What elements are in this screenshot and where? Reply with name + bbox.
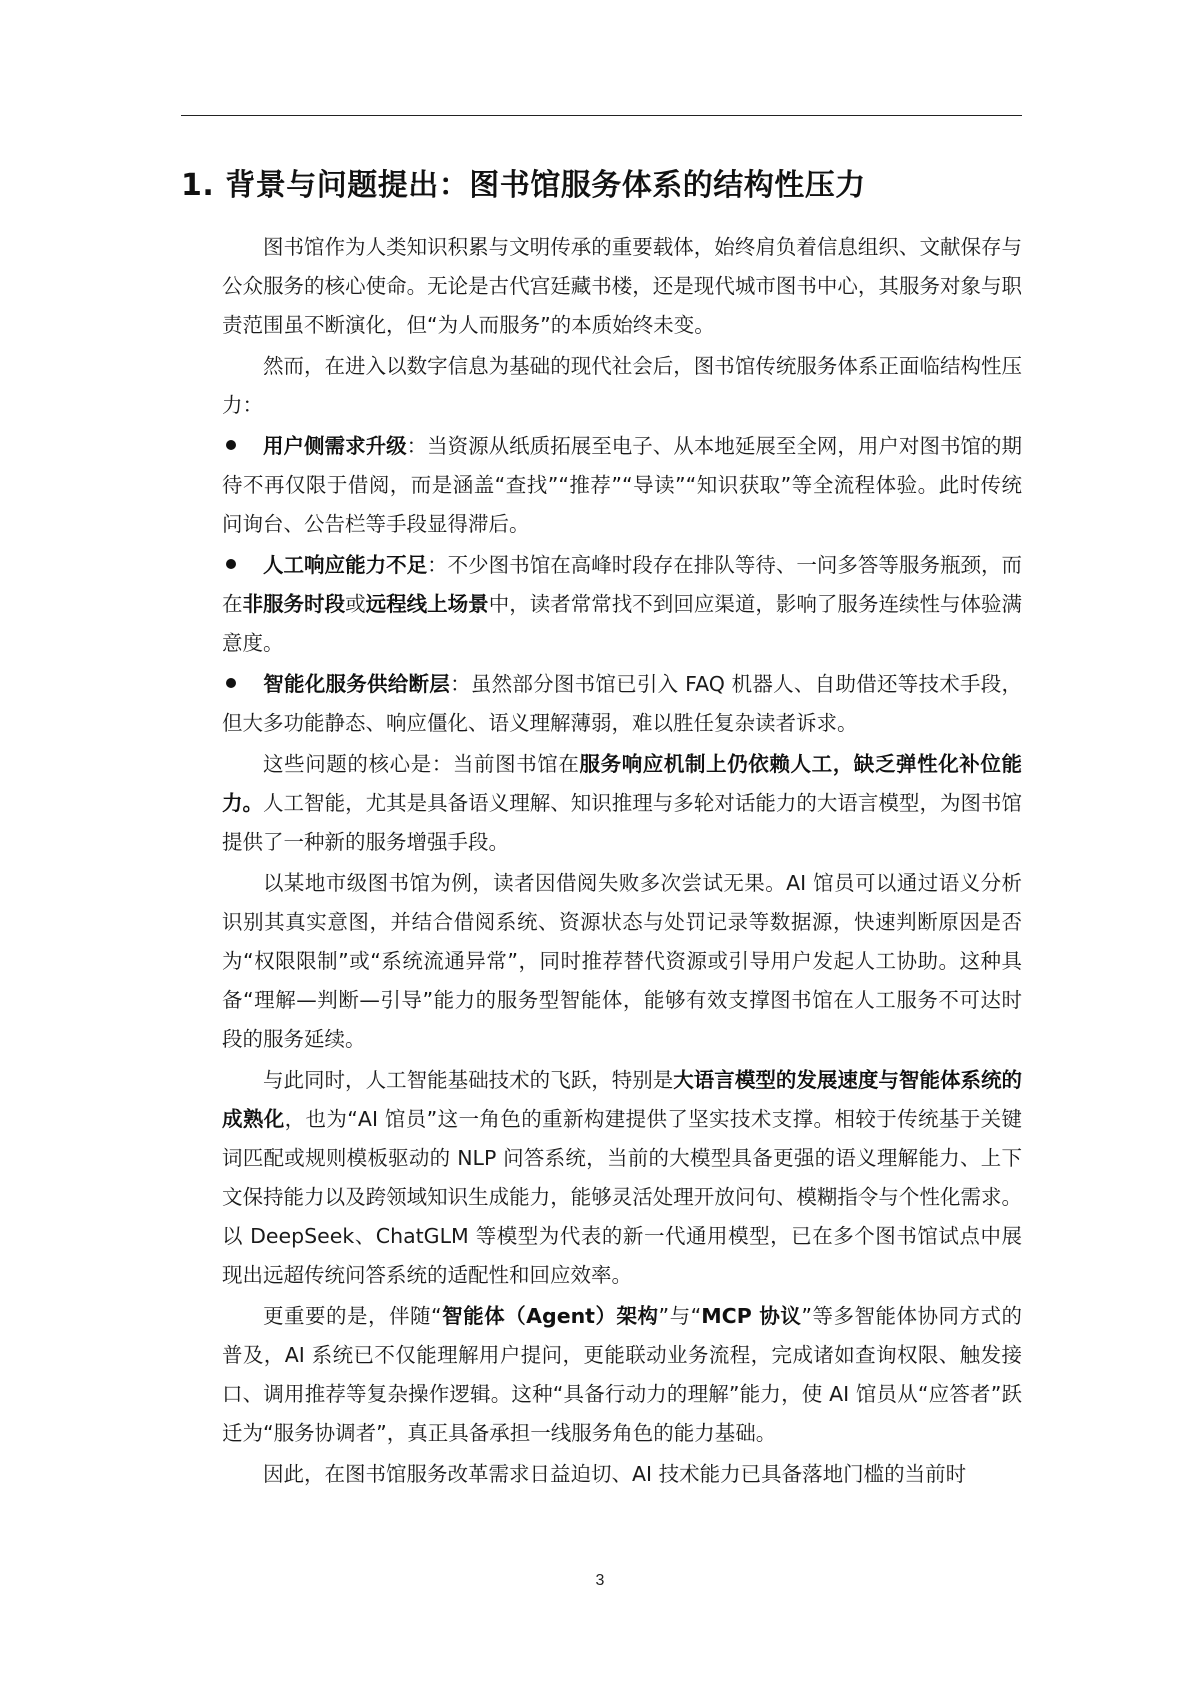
body-text <box>222 228 1022 1496</box>
bold-phrase: 非服务时段 <box>242 592 346 616</box>
bold-phrase: 远程线上场景 <box>365 592 489 616</box>
text-run: ”与“ <box>658 1304 702 1328</box>
text-run: ”等多智能体协同方式的普及，AI 系统已不仅能理解用户提问，更能联动业务流程，完成诸如查询权限、触发接口、调用推荐等复杂操作逻辑。这种“具备行动力的理解”能力，使 AI 馆员从“应答者”跃迁为“服务协调者”，真正具备承担一线服务角色的能力基础。 <box>222 1304 1023 1445</box>
bullet-item-supply <box>222 665 1022 743</box>
bold-phrase: 智能体（Agent）架构 <box>441 1304 659 1328</box>
bold-phrase: MCP 协议 <box>701 1304 802 1328</box>
bullet-term: 人工响应能力不足 <box>263 553 428 577</box>
page-number: 3 <box>595 1572 605 1589</box>
bullet-term: 用户侧需求升级 <box>263 434 407 458</box>
paragraph-7: 因此，在图书馆服务改革需求日益迫切、AI 技术能力已具备落地门槛的当前时 <box>263 1462 967 1486</box>
section-title: 背景与问题提出：图书馆服务体系的结构性压力 <box>225 168 866 203</box>
bullet-text: ：不少图书馆在高峰时段存在排队等待、一问多答等服务瓶颈，而在 <box>222 553 1023 616</box>
bullet-item-capacity <box>222 546 1022 663</box>
section-number: 1. <box>181 168 215 203</box>
bullet-dot-icon <box>226 440 236 450</box>
bullet-text: 或 <box>345 592 366 616</box>
bullet-text: ：虽然部分图书馆已引入 FAQ 机器人、自助借还等技术手段，但大多功能静态、响应僵化、语义理解薄弱，难以胜任复杂读者诉求。 <box>222 672 1022 735</box>
paragraph-3 <box>222 745 1022 862</box>
header-rule <box>181 115 1022 116</box>
bold-phrase: 服务响应机制上仍依赖人工，缺乏弹性化补位能力。 <box>222 752 1022 815</box>
text-run: 更重要的是，伴随“ <box>263 1304 442 1328</box>
paragraph-2: 然而，在进入以数字信息为基础的现代社会后，图书馆传统服务体系正面临结构性压力： <box>222 354 1022 417</box>
bullet-item-demand <box>222 427 1022 544</box>
text-run: 与此同时，人工智能基础技术的飞跃，特别是 <box>263 1068 674 1092</box>
text-run: 人工智能，尤其是具备语义理解、知识推理与多轮对话能力的大语言模型，为图书馆提供了一种新的服务增强手段。 <box>222 791 1023 854</box>
bold-phrase: 大语言模型的发展速度与智能体系统的成熟化 <box>222 1068 1023 1131</box>
bullet-text: ：当资源从纸质拓展至电子、从本地延展至全网，用户对图书馆的期待不再仅限于借阅，而是涵盖“查找”“推荐”“导读”“知识获取”等全流程体验。此时传统问询台、公告栏等手段显得滞后。 <box>222 434 1022 536</box>
bullet-term: 智能化服务供给断层 <box>263 672 451 696</box>
text-run: ，也为“AI 馆员”这一角色的重新构建提供了坚实技术支撑。相较于传统基于关键词匹配或规则模板驱动的 NLP 问答系统，当前的大模型具备更强的语义理解能力、上下文保持能力以及跨领域知识生成能力，能够灵活处理开放问句、模糊指令与个性化需求。以 DeepSeek、ChatGLM 等模型为代表的新一代通用模型，已在多个图书馆试点中展现出远超传统问答系统的适配性和回应效率。 <box>222 1107 1023 1287</box>
bullet-dot-icon <box>226 678 236 688</box>
bullet-dot-icon <box>226 559 236 569</box>
paragraph-5 <box>222 1061 1022 1295</box>
bullet-text: 中，读者常常找不到回应渠道，影响了服务连续性与体验满意度。 <box>222 592 1023 655</box>
paragraph-1: 图书馆作为人类知识积累与文明传承的重要载体，始终肩负着信息组织、文献保存与公众服务的核心使命。无论是古代宫廷藏书楼，还是现代城市图书中心，其服务对象与职责范围虽不断演化，但“为人而服务”的本质始终未变。 <box>222 235 1022 337</box>
text-run: 这些问题的核心是：当前图书馆在 <box>263 752 580 776</box>
paragraph-4: 以某地市级图书馆为例，读者因借阅失败多次尝试无果。AI 馆员可以通过语义分析识别其真实意图，并结合借阅系统、资源状态与处罚记录等数据源，快速判断原因是否为“权限限制”或“系统流通异常”，同时推荐替代资源或引导用户发起人工协助。这种具备“理解—判断—引导”能力的服务型智能体，能够有效支撑图书馆在人工服务不可达时段的服务延续。 <box>222 871 1022 1051</box>
section-heading <box>181 160 866 204</box>
paragraph-6 <box>222 1297 1022 1453</box>
